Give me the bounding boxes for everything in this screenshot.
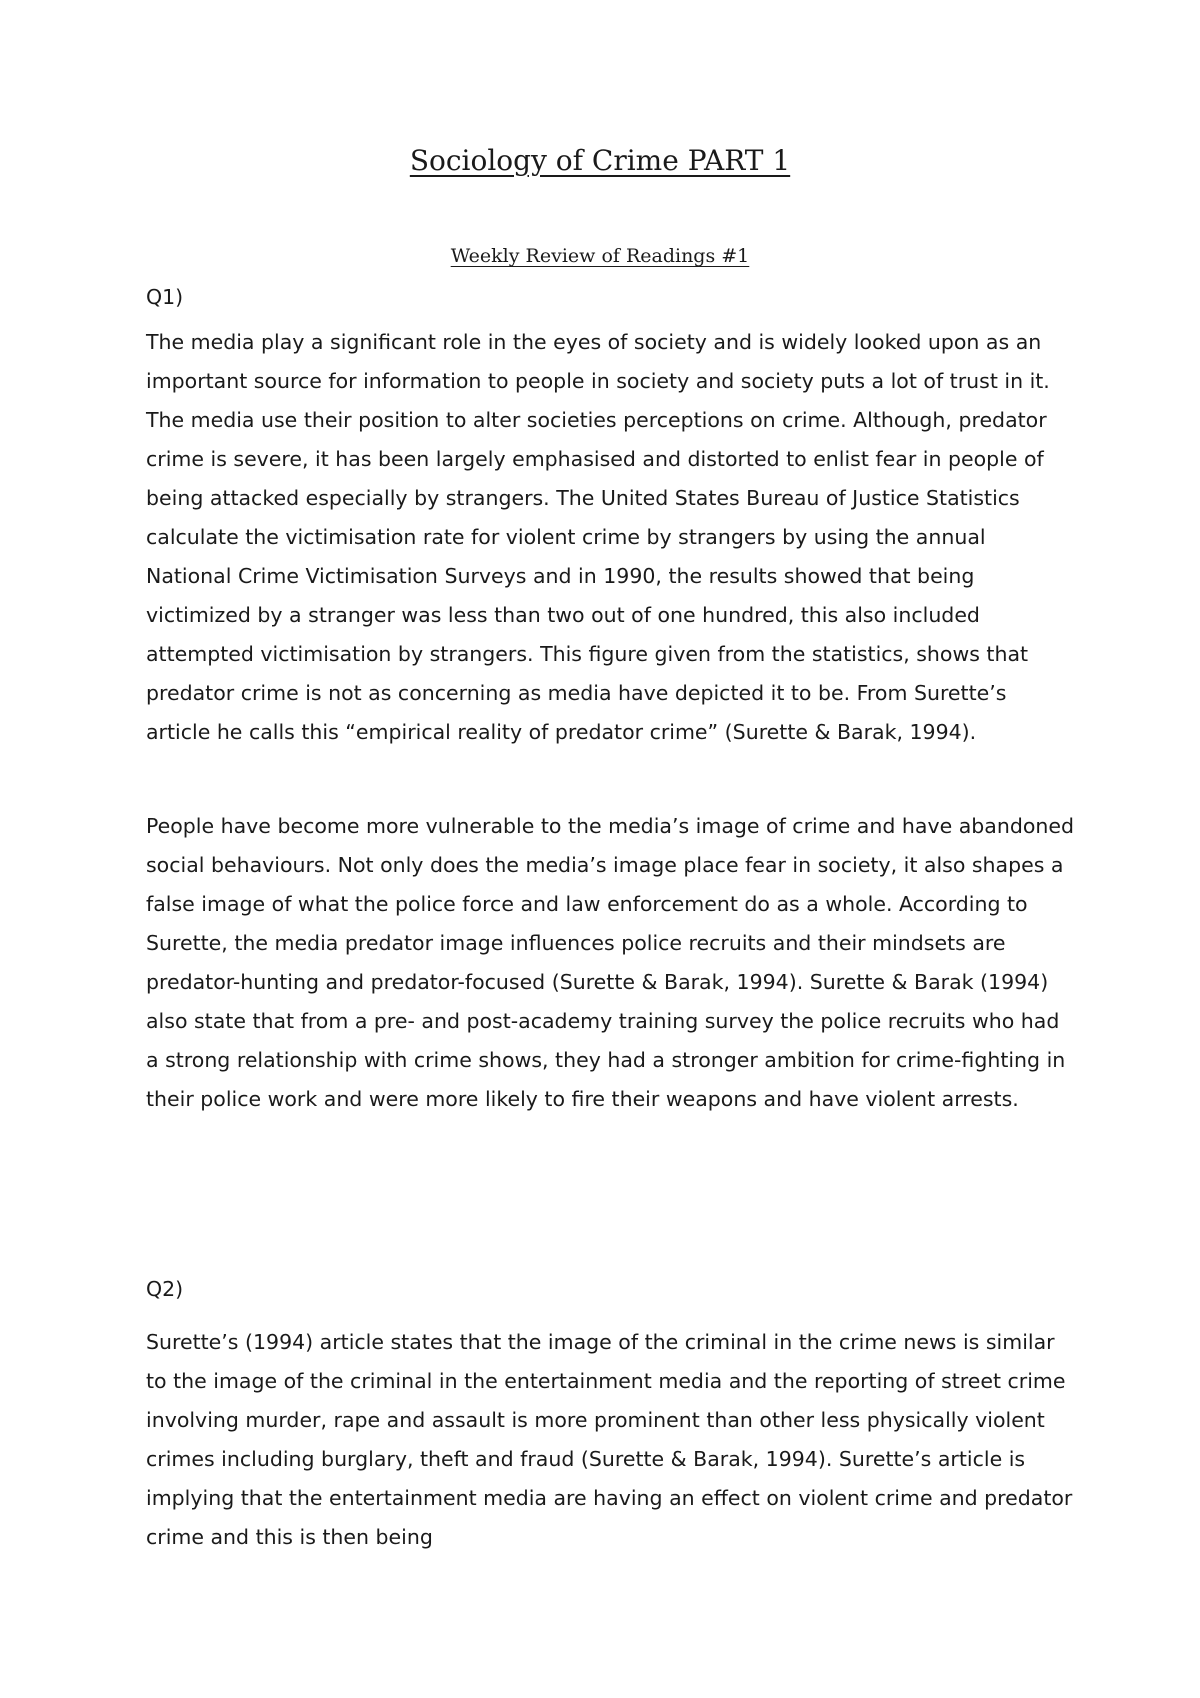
question-1-label: Q1)	[146, 285, 184, 309]
question-1-paragraph-1: The media play a significant role in the eyes of society and is widely looked upon as an important source for information to people in society and society puts a lot of trust in it. The media use their position to alter societies perceptions on crime. Although, predator crime is severe, it has been largely emphasised and distorted to enlist fear in people of being attacked especially by strangers. The United States Bureau of Justice Statistics calculate the victimisation rate for violent crime by strangers by using the annual National Crime Victimisation Surveys and in 1990, the results showed that being victimized by a stranger was less than two out of one hundred, this also included attempted victimisation by strangers. This figure given from the statistics, shows that predator crime is not as concerning as media have depicted it to be. From Surette’s article he calls this “empirical reality of predator crime” (Surette & Barak, 1994).	[146, 330, 1050, 744]
question-1-paragraph-2: People have become more vulnerable to the media’s image of crime and have abandoned social behaviours. Not only does the media’s image place fear in society, it also shapes a false image of what the police force and law enforcement do as a whole. According to Surette, the media predator image influences police recruits and their mindsets are predator-hunting and predator-focused (Surette & Barak, 1994). Surette & Barak (1994) also state that from a pre- and post-academy training survey the police recruits who had a strong relationship with crime shows, they had a stronger ambition for crime-fighting in their police work and were more likely to fire their weapons and have violent arrests.	[146, 814, 1075, 1111]
document-subtitle: Weekly Review of Readings #1	[450, 245, 750, 267]
question-2-paragraph-1: Surette’s (1994) article states that the image of the criminal in the crime news is similar to the image of the criminal in the entertainment media and the reporting of street crime involving murder, rape and assault is more prominent than other less physically violent crimes including burglary, theft and fraud (Surette & Barak, 1994). Surette’s article is implying that the entertainment media are having an effect on violent crime and predator crime and this is then being	[146, 1330, 1073, 1549]
document-title: Sociology of Crime PART 1	[409, 144, 791, 177]
question-2-label: Q2)	[146, 1277, 184, 1301]
